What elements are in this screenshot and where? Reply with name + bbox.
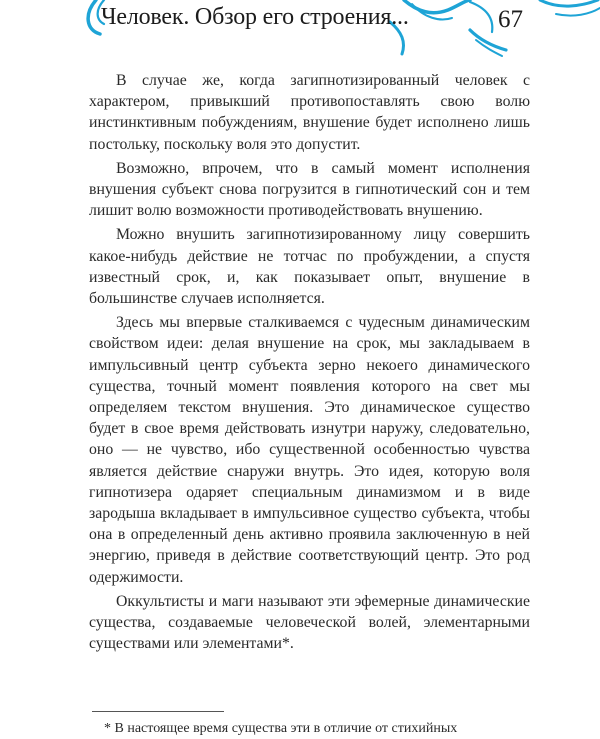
main-text [89,70,530,654]
footnote: * В настоящее время существа эти в отличие от стихийных [104,721,458,736]
paragraph: В случае же, когда загипнотизированный человек с характером, привыкший противопоставлять свою волю инстинктивным побуждениям, внушение будет исполнено лишь постольку, поскольку воля это допустит. [89,72,530,153]
page-number: 67 [498,6,523,33]
footnote-divider [92,711,224,712]
page-header [0,0,600,60]
paragraph: Оккультисты и маги называют эти эфемерные динамические существа, создаваемые человеческой волей, элементарными существами или элементами*. [89,592,530,653]
paragraph: Здесь мы впервые сталкиваемся с чудесным динамическим свойством идеи: делая внушение на срок, мы закладываем в импульсивный центр субъекта зерно некоего динамического существа, точный момент появления которого на свет мы определяем текстом внушения. Это динамическое существо будет в свое время действовать изнутри наружу, следовательно, оно — не чувство, ибо существенной особенностью чувства является действие снаружи внутрь. Это идея, которую воля гипнотизера одаряет специальным динамизмом и в виде зародыша вкладывает в импульсивное существо субъекта, чтобы она в определенный день активно проявила заключенную в ней энергию, приведя в действие соответствующий центр. Это род одержимости. [89,314,530,586]
running-header-title: Человек. Обзор его строения... [101,4,409,30]
paragraph: Возможно, впрочем, что в самый момент исполнения внушения субъект снова погрузится в гипнотический сон и тем лишит волю возможности противодействовать внушению. [89,159,530,220]
paragraph: Можно внушить загипнотизированному лицу совершить какое-нибудь действие не тотчас по пробуждении, а спустя известный срок, и, как показывает опыт, внушение в большинстве случаев исполняется. [89,226,530,308]
